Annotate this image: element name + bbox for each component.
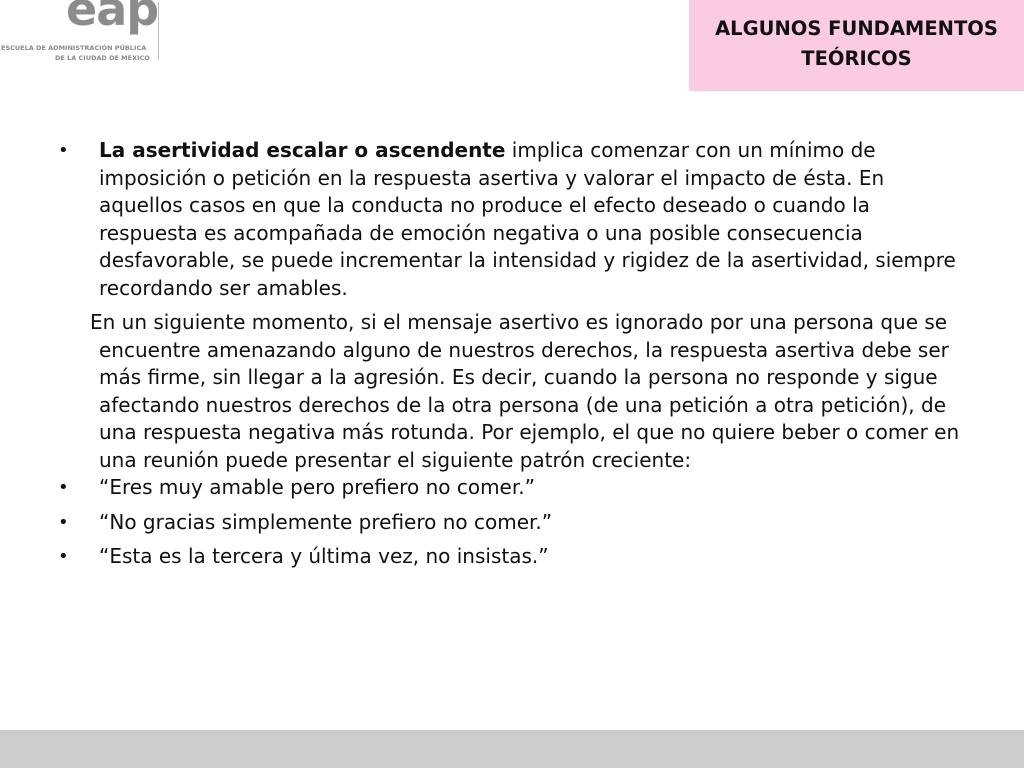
bullet-icon: • <box>58 140 69 161</box>
bold-term: La asertividad escalar o ascendente <box>99 138 506 162</box>
slide-body <box>50 137 965 571</box>
slide-title-line-2: TEÓRICOS <box>801 46 912 70</box>
logo-institution-line-2: DE LA CIUDAD DE MÉXICO <box>55 54 150 62</box>
bullet-item <box>50 474 965 502</box>
bullet-icon: • <box>58 546 69 567</box>
bullet-item <box>50 509 965 537</box>
bullet-item <box>50 543 965 571</box>
slide-title-box <box>689 0 1024 91</box>
continuation-paragraph: En un siguiente momento, si el mensaje asertivo es ignorado por una persona que se encuentre amenazando alguno de nuestros derechos, la respuesta asertiva debe ser más firme, sin llegar a la agresión. Es decir, cuando la persona no responde y sigue afectando nuestros derechos de la otra persona (de una petición a otra petición), de una respuesta negativa más rotunda. Por ejemplo, el que no quiere beber o comer en una reunión puede presentar el siguiente patrón creciente: <box>90 310 960 472</box>
bullet-item <box>50 137 965 302</box>
footer-bar <box>0 730 1024 768</box>
logo-divider <box>158 2 159 60</box>
quote-text: “Eres muy amable pero prefiero no comer.” <box>99 475 535 499</box>
bullet-icon: • <box>58 477 69 498</box>
eap-logo <box>0 0 160 64</box>
paragraph-text: implica comenzar con un mínimo de imposición o petición en la respuesta asertiva y valorar el impacto de ésta. En aquellos casos en que la conducta no produce el efecto deseado o cuando la respuesta es acompañada de emoción negativa o una posible consecuencia desfavorable, se puede incrementar la intensidad y rigidez de la asertividad, siempre recordando ser amables. <box>99 138 956 300</box>
logo-mark: eap <box>66 0 159 36</box>
bullet-icon: • <box>58 511 69 533</box>
slide-title-line-1: ALGUNOS FUNDAMENTOS <box>715 16 998 40</box>
quote-text: “Esta es la tercera y última vez, no insistas.” <box>99 544 549 568</box>
logo-institution-line-1: ESCUELA DE ADMINISTRACIÓN PÚBLICA <box>1 44 147 52</box>
quote-text: “No gracias simplemente prefiero no comer.” <box>99 509 553 534</box>
